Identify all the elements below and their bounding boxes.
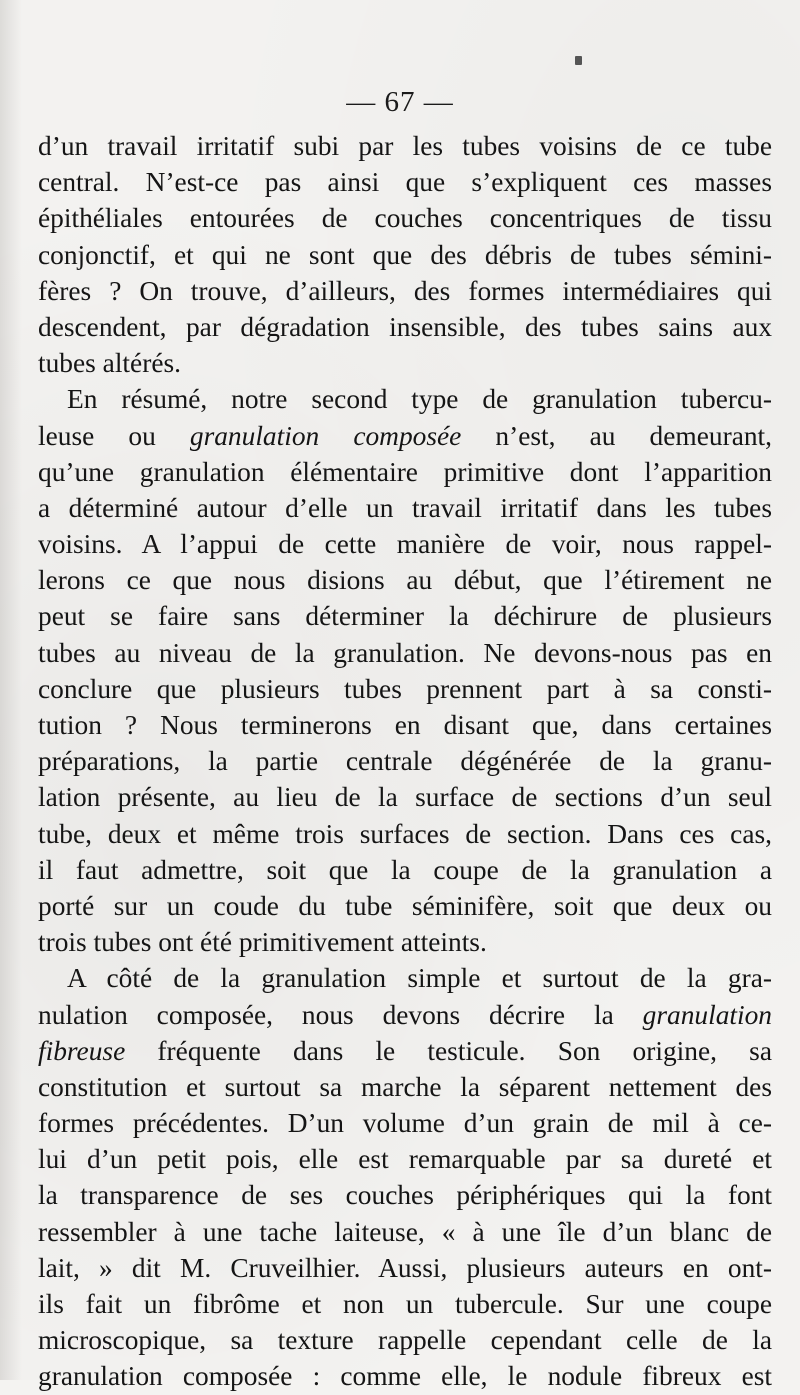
text-line: conjonctif, et qui ne sont que des débris de tubes sémini- <box>38 239 772 270</box>
text-line: a déterminé autour d’elle un travail irritatif dans les tubes <box>38 492 772 523</box>
page-number: — 67 — <box>346 86 454 118</box>
text-line: peut se faire sans déterminer la déchirure de plusieurs <box>38 601 772 632</box>
text-line-mixed <box>38 418 772 454</box>
text-line-mixed <box>38 1033 772 1069</box>
text-line: ils fait un fibrôme et non un tubercule. Sur une coupe <box>38 1289 772 1319</box>
text-line: lui d’un petit pois, elle est remarquable par sa dureté et <box>38 1144 772 1175</box>
text-run: fréquente dans le testicule. Son origine, sa <box>125 1035 772 1066</box>
text-line: ressembler à une tache laiteuse, « à une île d’un blanc de <box>38 1216 772 1247</box>
text-run: nulation composée, nous devons décrire la <box>38 999 643 1030</box>
italic-term: granulation composée <box>189 420 462 451</box>
ink-speck <box>575 56 582 65</box>
text-line: épithéliales entourées de couches concentriques de tissu <box>38 203 772 234</box>
text-line: descendent, par dégradation insensible, des tubes sains aux <box>38 311 772 342</box>
text-line: microscopique, sa texture rappelle cependant celle de la <box>38 1325 772 1356</box>
text-line: il faut admettre, soit que la coupe de la granulation a <box>38 854 772 885</box>
body-text <box>38 128 772 1395</box>
binding-shadow <box>0 0 22 1380</box>
text-line: lait, » dit M. Cruveilhier. Aussi, plusieurs auteurs en ont- <box>38 1252 772 1283</box>
italic-term: fibreuse <box>38 1035 126 1066</box>
text-run: n’est, au demeurant, <box>461 420 772 451</box>
text-line: constitution et surtout sa marche la séparent nettement des <box>38 1071 772 1102</box>
text-line: tubes altérés. <box>38 348 181 379</box>
text-line: qu’une granulation élémentaire primitive dont l’apparition <box>38 456 772 487</box>
text-line: tution ? Nous terminerons en disant que, dans certaines <box>38 710 772 740</box>
text-line: lation présente, au lieu de la surface de sections d’un seul <box>38 782 772 813</box>
text-line: tube, deux et même trois surfaces de section. Dans ces cas, <box>38 818 772 849</box>
text-line: préparations, la partie centrale dégénérée de la granu- <box>38 746 772 777</box>
text-line: la transparence de ses couches périphériques qui la font <box>38 1180 772 1211</box>
text-line: conclure que plusieurs tubes prennent part à sa consti- <box>38 673 772 704</box>
text-line: d’un travail irritatif subi par les tubes voisins de ce tube <box>38 131 772 161</box>
text-line: central. N’est-ce pas ainsi que s’expliquent ces masses <box>38 167 772 198</box>
text-line: En résumé, notre second type de granulation tubercu- <box>67 384 772 415</box>
italic-term: granulation <box>642 999 772 1030</box>
text-line-mixed <box>38 997 772 1033</box>
text-line: A côté de la granulation simple et surtout de la gra- <box>67 963 772 994</box>
text-line: formes précédentes. D’un volume d’un grain de mil à ce- <box>38 1108 772 1139</box>
text-line: lerons ce que nous disions au début, que l’étirement ne <box>38 565 772 596</box>
text-line: trois tubes ont été primitivement atteints. <box>38 927 487 958</box>
text-line: voisins. A l’appui de cette manière de voir, nous rappel- <box>38 529 772 560</box>
text-run: leuse ou <box>38 420 190 451</box>
text-line: fères ? On trouve, d’ailleurs, des formes intermédiaires qui <box>38 275 772 306</box>
text-line: porté sur un coude du tube séminifère, soit que deux ou <box>38 890 772 921</box>
text-line: tubes au niveau de la granulation. Ne devons-nous pas en <box>38 637 772 668</box>
text-line: granulation composée : comme elle, le nodule fibreux est <box>38 1361 772 1392</box>
